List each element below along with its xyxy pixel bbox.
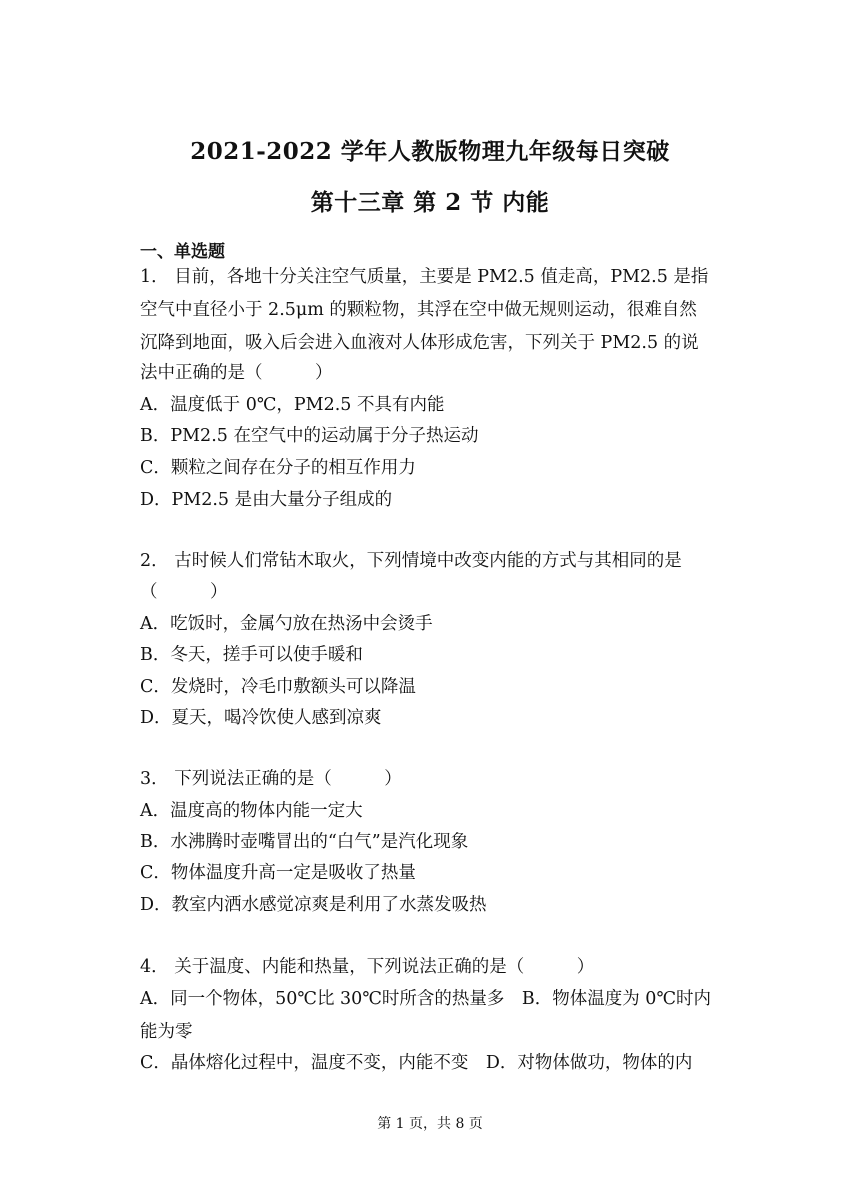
option-b: B．冬天，搓手可以使手暖和 (140, 645, 363, 665)
option-b: B．水沸腾时壶嘴冒出的“白气”是汽化现象 (140, 832, 469, 852)
page-number: 第 1 页，共 8 页 (377, 1116, 483, 1132)
option-d: D．PM2.5 是由大量分子组成的 (140, 490, 393, 510)
question-stem-line: 空气中直径小于 2.5μm 的颗粒物，其浮在空中做无规则运动，很难自然 (140, 300, 697, 320)
option-d: D．夏天，喝冷饮使人感到凉爽 (140, 708, 382, 728)
question-stem-line: 4． 关于温度、内能和热量，下列说法正确的是（ ） (140, 957, 595, 977)
option-c: C．发烧时，冷毛巾敷额头可以降温 (140, 677, 416, 697)
document-title: 2021-2022 学年人教版物理九年级每日突破 (190, 138, 670, 165)
question-stem-line: 2． 古时候人们常钻木取火，下列情境中改变内能的方式与其相同的是 (140, 551, 682, 571)
option-a: A．吃饭时，金属勺放在热汤中会烫手 (140, 614, 433, 634)
option-b-continued: 能为零 (140, 1022, 193, 1042)
option-c: C．物体温度升高一定是吸收了热量 (140, 863, 416, 883)
question-stem-line: 法中正确的是（ ） (140, 363, 333, 383)
section-heading: 一、单选题 (140, 242, 225, 262)
option-c-d: C．晶体熔化过程中，温度不变，内能不变 D．对物体做功，物体的内 (140, 1053, 693, 1073)
option-c: C．颗粒之间存在分子的相互作用力 (140, 458, 416, 478)
question-stem-line: 沉降到地面，吸入后会进入血液对人体形成危害，下列关于 PM2.5 的说 (140, 333, 699, 353)
option-d: D．教室内洒水感觉凉爽是利用了水蒸发吸热 (140, 895, 487, 915)
question-stem-line: （ ） (140, 582, 228, 602)
option-a: A．温度低于 0℃，PM2.5 不具有内能 (140, 395, 445, 415)
option-a: A．温度高的物体内能一定大 (140, 801, 363, 821)
option-b: B．PM2.5 在空气中的运动属于分子热运动 (140, 426, 479, 446)
question-stem-line: 1． 目前，各地十分关注空气质量，主要是 PM2.5 值走高，PM2.5 是指 (140, 267, 709, 287)
option-a-b: A．同一个物体，50℃比 30℃时所含的热量多 B．物体温度为 0℃时内 (140, 989, 712, 1009)
chapter-subtitle: 第十三章 第 2 节 内能 (310, 189, 550, 216)
question-stem-line: 3． 下列说法正确的是（ ） (140, 769, 402, 789)
